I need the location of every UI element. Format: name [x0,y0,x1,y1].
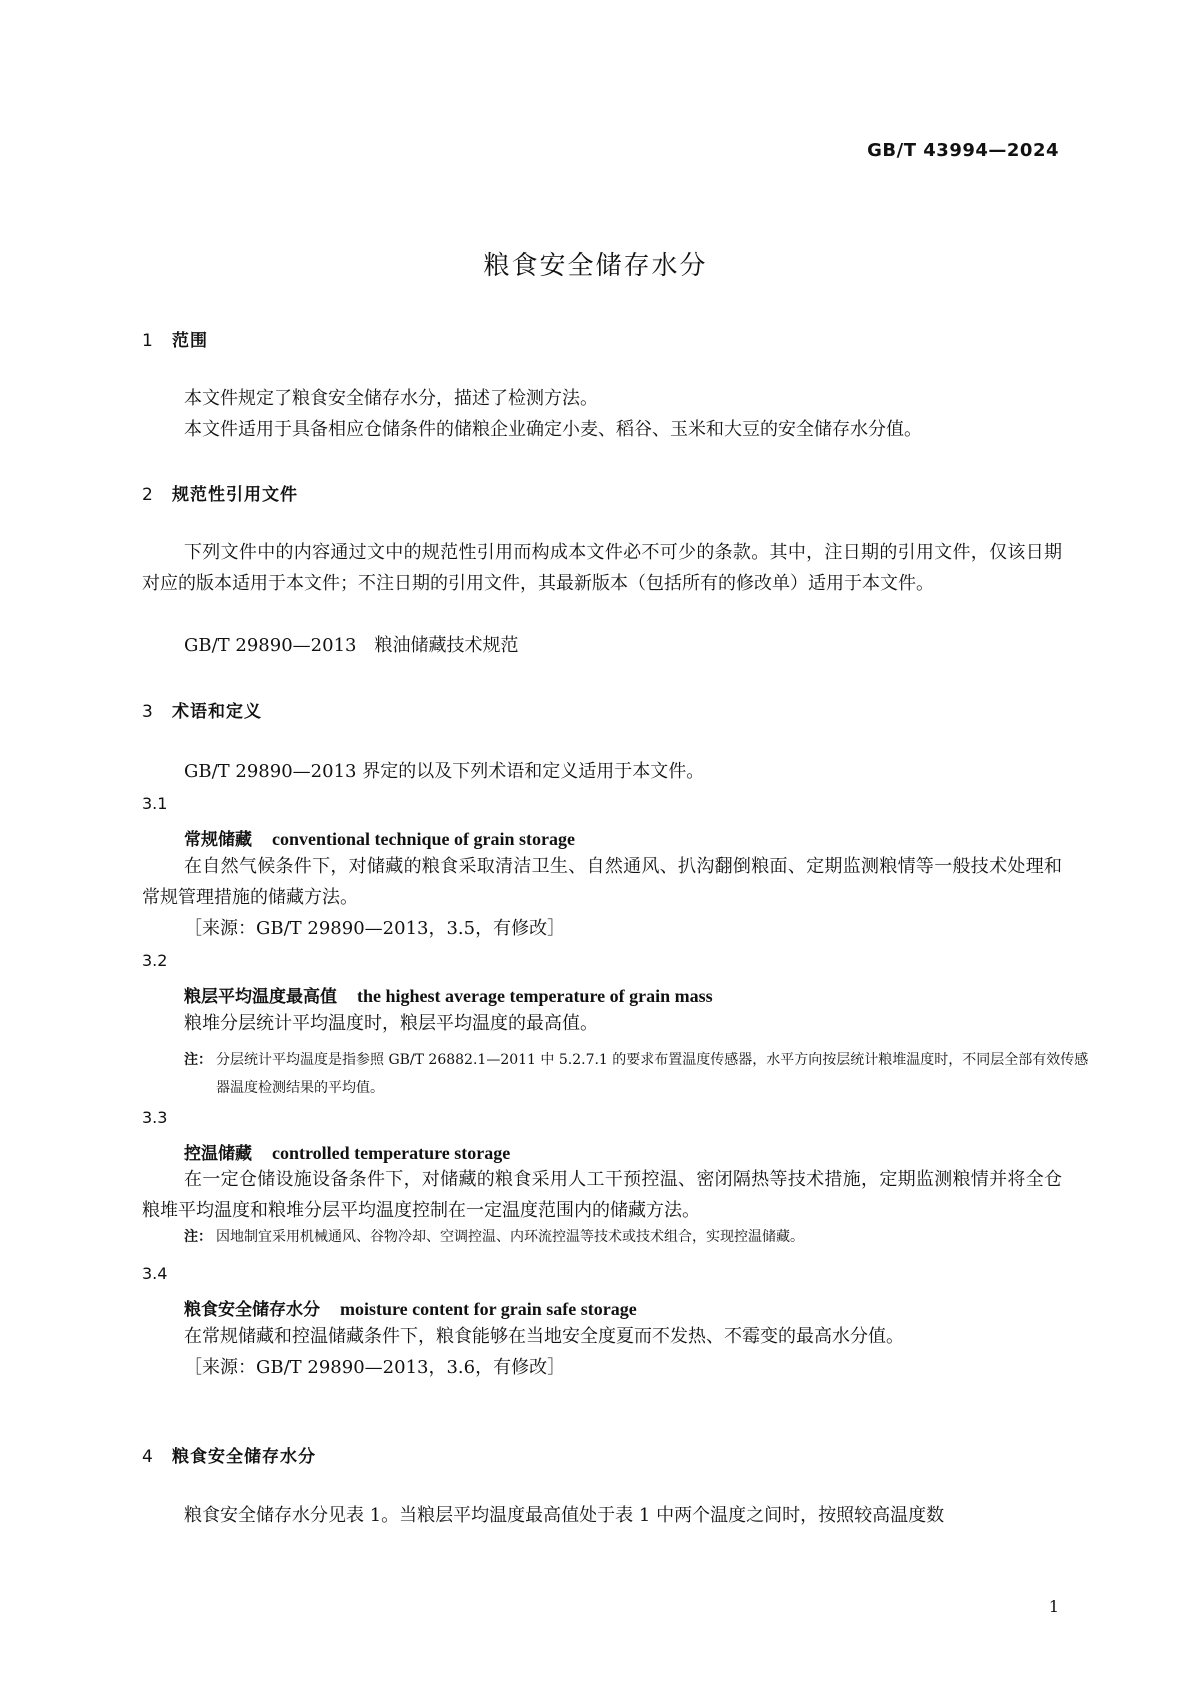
term-source: ［来源：GB/T 29890—2013，3.6，有修改］ [184,1357,566,1378]
term-heading [184,825,575,850]
section-number: 1 [142,331,154,351]
note-label: 注： [184,1052,212,1068]
page-number: 1 [1048,1597,1059,1616]
term-note [184,1046,1096,1102]
term-en: moisture content for grain safe storage [340,1299,637,1319]
section-1-paragraph-2: 本文件适用于具备相应仓储条件的储粮企业确定小麦、稻谷、玉米和大豆的安全储存水分值。 [184,419,922,440]
note-text: 因地制宜采用机械通风、谷物冷却、空调控温、内环流控温等技术或技术组合，实现控温储藏。 [216,1229,804,1245]
section-title: 粮食安全储存水分 [172,1447,316,1467]
document-title: 粮食安全储存水分 [483,251,708,281]
term-en: conventional technique of grain storage [272,829,575,849]
note-label: 注： [184,1229,212,1245]
term-number: 3.1 [142,794,168,813]
section-1-paragraph-1: 本文件规定了粮食安全储存水分，描述了检测方法。 [184,388,598,409]
term-en: the highest average temperature of grain mass [357,986,713,1006]
term-heading [184,982,713,1007]
section-number: 4 [142,1447,154,1467]
term-number: 3.2 [142,951,168,970]
note-text: 分层统计平均温度是指参照 GB/T 26882.1—2011 中 5.2.7.1 的要求布置温度传感器，水平方向按层统计粮堆温度时，不同层全部有效传感器温度检测结果的平均值。 [216,1052,1089,1096]
term-zh: 控温储藏 [184,1144,252,1164]
term-number: 3.4 [142,1264,168,1283]
section-3-intro: GB/T 29890—2013 界定的以及下列术语和定义适用于本文件。 [184,761,705,782]
section-number: 3 [142,702,154,722]
section-number: 2 [142,485,154,505]
section-title: 规范性引用文件 [172,485,298,505]
term-note [184,1223,1096,1251]
term-number: 3.3 [142,1108,168,1127]
section-3-heading [142,697,262,722]
term-definition: 在一定仓储设施设备条件下，对储藏的粮食采用人工干预控温、密闭隔热等技术措施，定期监测粮情并将全仓粮堆平均温度和粮堆分层平均温度控制在一定温度范围内的储藏方法。 [142,1169,1062,1221]
section-2-paragraph-1: 下列文件中的内容通过文中的规范性引用而构成本文件必不可少的条款。其中，注日期的引用文件，仅该日期对应的版本适用于本文件；不注日期的引用文件，其最新版本（包括所有的修改单）适用于本文件。 [142,542,1062,594]
section-1-heading [142,326,208,351]
term-definition: 在常规储藏和控温储藏条件下，粮食能够在当地安全度夏而不发热、不霉变的最高水分值。 [184,1326,904,1347]
section-title: 范围 [172,331,208,351]
term-heading [184,1295,637,1320]
normative-reference: GB/T 29890—2013 粮油储藏技术规范 [184,635,519,656]
standard-number: GB/T 43994—2024 [867,140,1059,161]
term-en: controlled temperature storage [272,1143,511,1163]
section-4-heading [142,1442,316,1467]
term-zh: 常规储藏 [184,830,252,850]
section-4-paragraph-1: 粮食安全储存水分见表 1。当粮层平均温度最高值处于表 1 中两个温度之间时，按照较高温度数 [184,1505,945,1526]
section-2-heading [142,480,298,505]
term-source: ［来源：GB/T 29890—2013，3.5，有修改］ [184,918,566,939]
term-definition: 粮堆分层统计平均温度时，粮层平均温度的最高值。 [184,1013,598,1034]
section-title: 术语和定义 [172,702,262,722]
term-zh: 粮食安全储存水分 [184,1300,320,1320]
term-heading [184,1139,510,1164]
term-zh: 粮层平均温度最高值 [184,987,337,1007]
term-definition: 在自然气候条件下，对储藏的粮食采取清洁卫生、自然通风、扒沟翻倒粮面、定期监测粮情等一般技术处理和常规管理措施的储藏方法。 [142,856,1062,908]
